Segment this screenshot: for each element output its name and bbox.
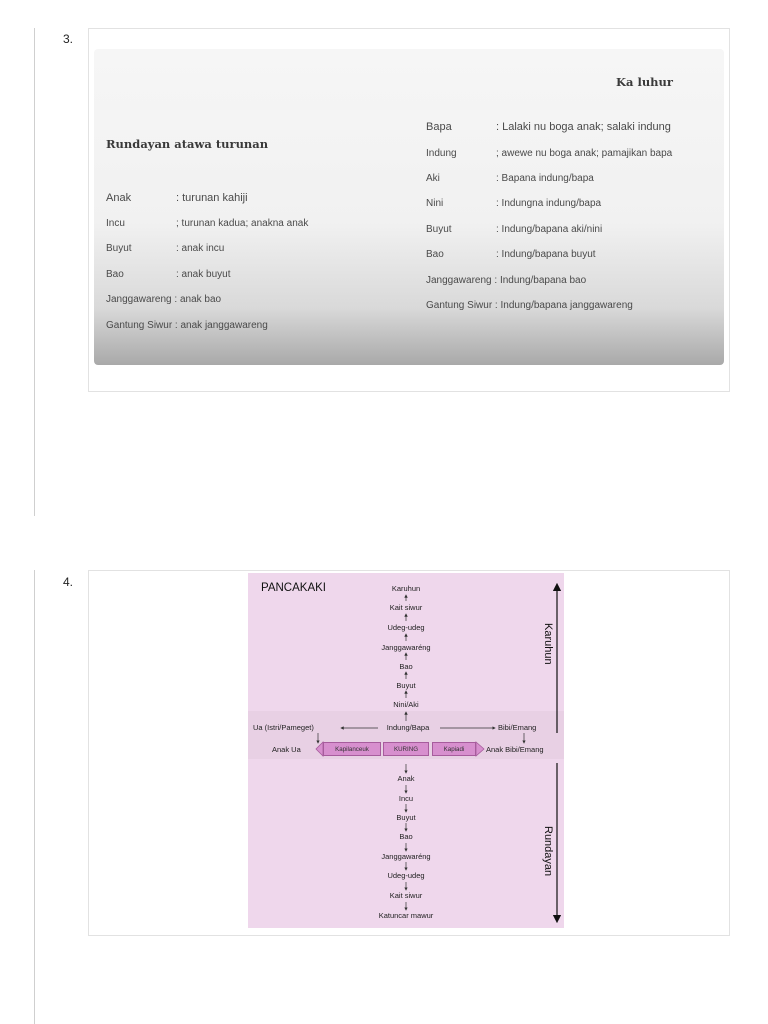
chain-node: Kait siwur <box>389 891 423 900</box>
kapilanceuk-badge: Kapilanceuk <box>323 742 381 756</box>
diagram-arrows <box>248 573 564 928</box>
rundayan-panel <box>94 49 724 365</box>
definition: : Indung/bapana aki/nini <box>496 224 603 235</box>
item-number: 3. <box>63 32 74 46</box>
left-relative: Ua (Istri/Pameget) <box>253 723 314 732</box>
term: Bao <box>426 249 444 260</box>
diagram-title: PANCAKAKI <box>261 582 326 594</box>
term: Janggawareng : Indung/bapana bao <box>426 275 587 286</box>
left-margin-rule <box>34 28 35 516</box>
pancakaki-diagram <box>248 573 564 928</box>
right-relative: Bibi/Emang <box>498 723 537 732</box>
rundayan-side-label: Rundayan <box>542 826 554 877</box>
term: Buyut <box>106 243 132 254</box>
kuring-badge: KURING <box>383 742 429 756</box>
center-node: Indung/Bapa <box>386 723 430 732</box>
definition: ; turunan kadua; anakna anak <box>176 218 309 229</box>
definition: : Bapana indung/bapa <box>496 173 594 184</box>
definition: : anak buyut <box>176 269 231 280</box>
term: Incu <box>106 218 125 229</box>
right-child: Anak Bibi/Emang <box>486 745 544 754</box>
term: Aki <box>426 173 440 184</box>
chain-node: Bao <box>399 832 413 841</box>
term: Bao <box>106 269 124 280</box>
definition: : anak incu <box>176 243 225 254</box>
chain-node: Janggawaréng <box>381 852 431 861</box>
term: Gantung Siwur : Indung/bapana janggawareng <box>426 300 633 311</box>
chain-node: Buyut <box>396 813 416 822</box>
chain-node: Nini/Aki <box>393 700 419 709</box>
definition: ; awewe nu boga anak; pamajikan bapa <box>496 148 673 159</box>
term: Buyut <box>426 224 452 235</box>
term: Bapa <box>426 121 452 133</box>
chain-node: Katuncar mawur <box>378 911 434 920</box>
term: Gantung Siwur : anak janggawareng <box>106 320 268 331</box>
chain-node: Kait siwur <box>389 603 423 612</box>
chain-node: Bao <box>399 662 413 671</box>
definition: : Lalaki nu boga anak; salaki indung <box>496 121 671 133</box>
left-margin-rule <box>34 570 35 1024</box>
chain-node: Udeg-udeg <box>387 871 425 880</box>
definition: : Indung/bapana buyut <box>496 249 596 260</box>
chain-node: Karuhun <box>391 584 421 593</box>
kapiadi-badge: Kapiadi <box>432 742 476 756</box>
chain-node: Udeg-udeg <box>387 623 425 632</box>
right-panel-title: Ka luhur <box>616 75 673 89</box>
chain-node: Janggawaréng <box>381 643 431 652</box>
term: Indung <box>426 148 457 159</box>
term: Janggawareng : anak bao <box>106 294 222 305</box>
chain-node: Anak <box>397 774 415 783</box>
term: Anak <box>106 192 132 204</box>
karuhun-side-label: Karuhun <box>542 623 554 665</box>
definition: : turunan kahiji <box>176 192 248 204</box>
term: Nini <box>426 198 444 209</box>
left-child: Anak Ua <box>272 745 301 754</box>
left-panel-title: Rundayan atawa turunan <box>106 137 269 151</box>
chain-node: Incu <box>398 794 414 803</box>
chain-node: Buyut <box>396 681 416 690</box>
item-number: 4. <box>63 575 74 589</box>
definition: : Indungna indung/bapa <box>496 198 602 209</box>
